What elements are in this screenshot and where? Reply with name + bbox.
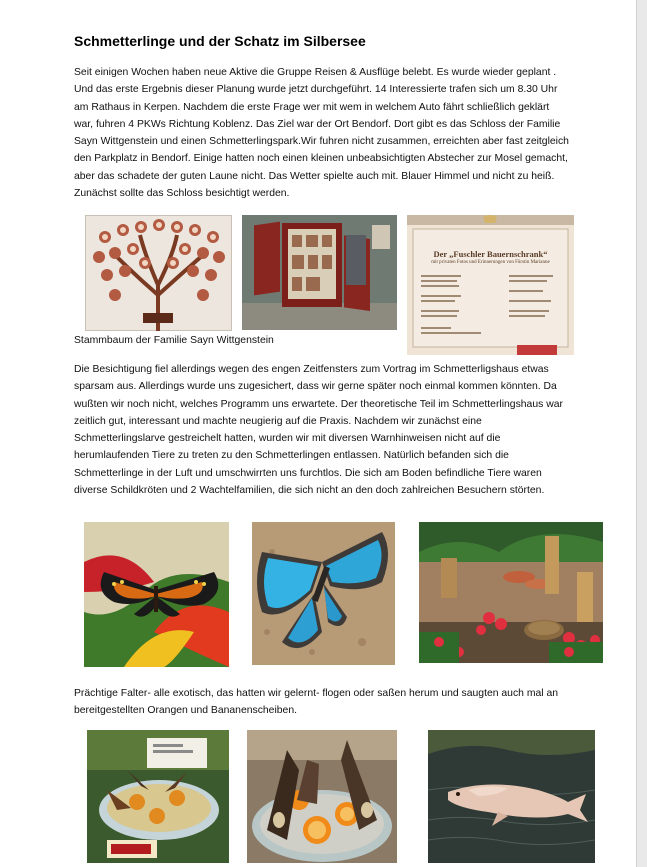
intro-paragraph: Seit einigen Wochen haben neue Aktive die Gruppe Reisen & Ausflüge belebt. Es wurde wieder geplant . Und das erste Ergebnis dieser Planung wurde jetzt durchgeführt. 14 Interessierte trafen sich um 8.30 Uhr am Rathaus in Kerpen. Nachdem die erste Frage wer mit wem in welchem Auto fährt schließlich geklärt war, fuhren 4 PKWs Richtung Koblenz. Das Ziel war der Ort Bendorf. Dort gibt es das Schloss der Familie Sayn Wittgenstein und einen Schmetterlingspark.Wir fuhren nicht zusammen, erreichten aber fast zeitgleich den Parkplatz in Bendorf. Einige hatten noch einen kleinen unbeabsichtigten Abstecher zur Mosel gemacht, aber das schadete der guten Laune nicht. Das Wetter spielte auch mit. Blauer Himmel und nicht zu heiß. Zunächst sollte das Schloss besichtigt werden.: [74, 67, 569, 200]
orange-butterfly-photo: [84, 522, 229, 667]
butterfly-feeder-photo: [87, 730, 229, 863]
sign-subtitle: mit privaten Fotos und Erinnerungen von Fürstin Marianne: [431, 260, 550, 265]
blue-morpho-photo: [252, 522, 395, 665]
family-tree-photo: [85, 215, 232, 331]
sign-photo: [407, 215, 574, 355]
family-tree-caption: Stammbaum der Familie Sayn Wittgenstein: [74, 335, 274, 346]
sign-title: Der „Fuschler Bauernschrank“: [433, 249, 548, 259]
butterflies-paragraph: Prächtige Falter- alle exotisch, das hatten wir gelernt- flogen oder saßen herum und saugten auch mal an bereitgestellten Orangen und Bananenscheiben.: [74, 688, 559, 717]
tortoise-garden-photo: [419, 522, 603, 663]
visit-paragraph: Die Besichtigung fiel allerdings wegen des engen Zeitfensters zum Vortrag im Schmetterligshaus etwas sparsam aus. Allerdings wurde uns zugesichert, dass wir gerne später noch einmal kommen könnten. Da wußten wir noch nicht, welches Programm uns erwartete. Der theoretische Teil im Schmetterlingshaus war zeitlich gut, interessant und machte neugierig auf die Praxis. Nachdem wir zunächst eine Schmetterlingslarve gestreichelt hatten, wurden wir mit diversen Warnhinweisen nicht auf die herumlaufenden Tiere zu treten zu den Schmetterlingen entlassen. Natürlich befanden sich die Schmetterlinge in der Luft und umschwirrten uns furchtlos. Die sich am Boden befindliche Tiere waren diverse Schildkröten und 2 Wachtelfamilien, die sich nicht an den doch zahlreichen Besuchern störten.: [74, 364, 563, 497]
koi-fish-photo: [428, 730, 595, 863]
owl-butterflies-photo: [247, 730, 397, 863]
vertical-scrollbar[interactable]: [636, 0, 647, 867]
cabinet-photo: [242, 215, 397, 330]
page-title: Schmetterlinge und der Schatz im Silbersee: [74, 33, 366, 49]
